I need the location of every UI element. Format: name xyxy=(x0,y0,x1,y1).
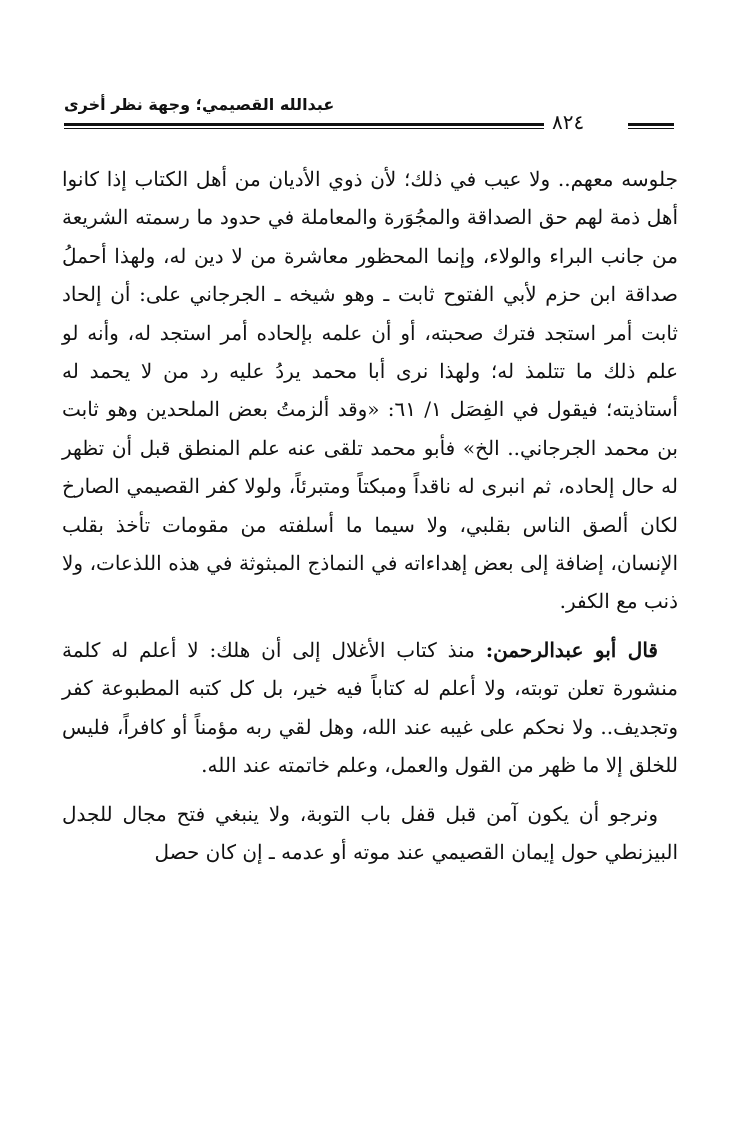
header-rule-right xyxy=(628,123,674,126)
header-rule xyxy=(64,123,544,126)
paragraph-2-text: منذ كتاب الأغلال إلى أن هلك: لا أعلم له كلمة منشورة تعلن توبته، ولا أعلم له كتاباً فيه خير، بل كل كتبه المطبوعة كفر وتجديف.. ولا نحكم على غيبه عند الله، وهل لقي ربه مؤمناً أو كافراً، فليس للخلق إلا ما ظهر من القول والعمل، وعلم خاتمته عند الله. xyxy=(62,637,678,778)
speaker-label: قال أبو عبدالرحمن: xyxy=(485,637,658,662)
book-title: عبدالله القصيمي؛ وجهة نظر أخرى xyxy=(64,95,335,114)
paragraph-3: ونرجو أن يكون آمن قبل قفل باب التوبة، ولا ينبغي فتح مجال للجدل البيزنطي حول إيمان القصيمي عند موته أو عدمه ـ إن كان حصل xyxy=(62,801,678,864)
paragraph-2 xyxy=(62,631,678,785)
running-header xyxy=(64,94,674,134)
body-text xyxy=(62,160,678,871)
page-number: ٨٢٤ xyxy=(552,110,585,134)
paragraph-1: جلوسه معهم.. ولا عيب في ذلك؛ لأن ذوي الأديان من أهل الكتاب إذا كانوا أهل ذمة لهم حق الصداقة والمجُوَرة والمعاملة في حدود ما رسمته الشريعة من جانب البراء والولاء، وإنما المحظور معاشرة من لا دين له، ولهذا أحملُ صداقة ابن حزم لأبي الفتوح ثابت ـ وهو شيخه ـ الجرجاني على: أن إلحاد ثابت أمر استجد فترك صحبته، أو أن علمه بإلحاده أمر استجد له، وأنه لو علم ذلك ما تتلمذ له؛ ولهذا نرى أبا محمد يردُ عليه رد من لا يحمد له أستاذيته؛ فيقول في الفِصَل ١/ ٦١: «وقد ألزمتُ بعض الملحدين وهو ثابت بن محمد الجرجاني.. الخ» فأبو محمد تلقى عنه علم المنطق قبل أن تظهر له حال إلحاده، ثم انبرى له ناقداً ومبكتاً ومتبرئاً، ولولا كفر القصيمي الصارخ لكان ألصق الناس بقلبي، ولا سيما ما أسلفته من مقومات تأخذ بقلب الإنسان، إضافة إلى بعض إهداءاته في النماذج المبثوثة في هذه اللذعات، ولا ذنب مع الكفر. xyxy=(62,167,678,614)
